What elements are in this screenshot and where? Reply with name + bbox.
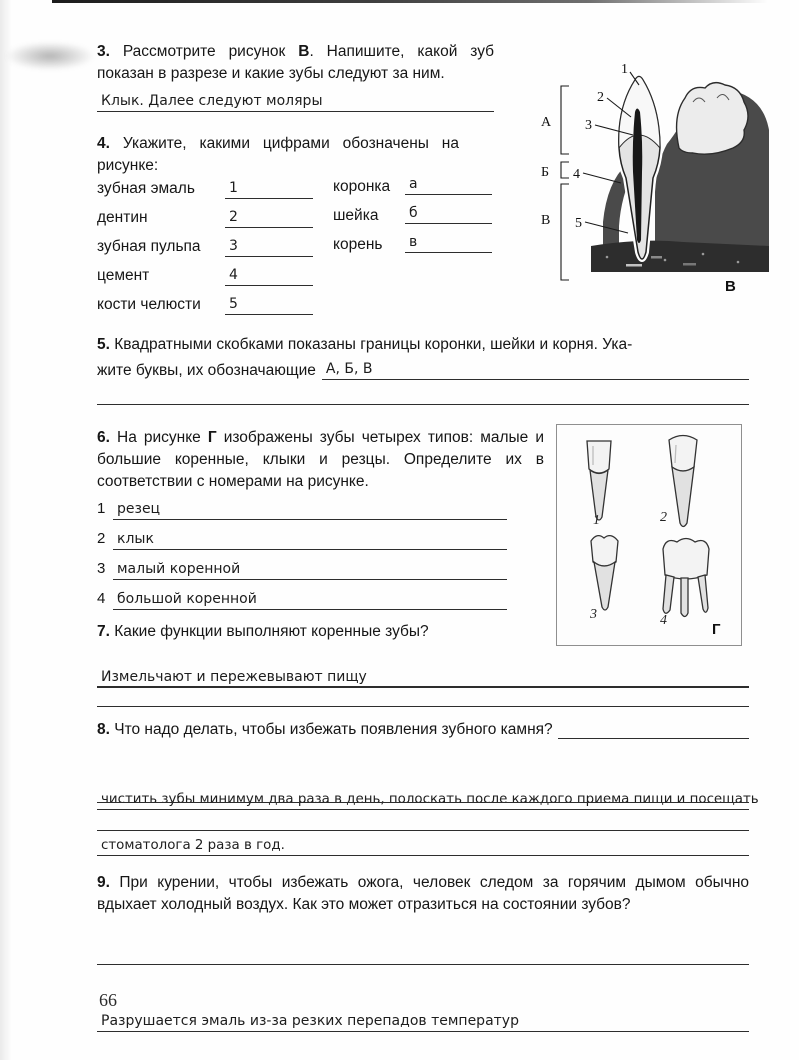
premolar-tooth — [591, 536, 618, 610]
task-6-text-pre: На рисунке — [109, 429, 208, 446]
task-7-number: 7. — [97, 623, 110, 640]
task-4-question — [97, 133, 459, 177]
label-2: 2 — [597, 90, 604, 105]
task-6-item — [97, 524, 507, 550]
figure-v-tooth-section — [533, 50, 773, 295]
task-7-question — [97, 621, 749, 643]
task-5-question-line2 — [97, 356, 749, 380]
term-answer-line — [405, 233, 492, 253]
empty-answer-line — [97, 802, 749, 803]
empty-answer-line — [97, 706, 749, 707]
task-3-text-post: . Напишите, какой зуб показан в разрезе и какие зубы следуют за ним. — [97, 43, 495, 82]
task-7-text: Какие функции выполняют коренные зубы? — [109, 623, 429, 640]
task-4-row — [97, 204, 497, 233]
task-8-answer-line-1 — [97, 788, 759, 810]
empty-answer-line — [97, 404, 749, 405]
task-8-answer-2: стоматолога 2 раза в год. — [101, 838, 285, 853]
term-answer: б — [409, 205, 418, 221]
term-label: дентин — [97, 209, 148, 226]
task-4-text: Укажите, какими цифрами обозначены на рисунке: — [97, 135, 459, 174]
label-4: 4 — [573, 167, 580, 182]
task-8-answer-line-2 — [97, 834, 749, 856]
item-number: 1 — [97, 500, 106, 517]
term-answer: 4 — [229, 267, 238, 283]
item-answer: большой коренной — [117, 591, 257, 607]
empty-answer-line — [97, 964, 749, 965]
page-gutter-shadow — [0, 0, 12, 1060]
task-3-text-pre: Рассмотрите рисунок — [109, 43, 299, 60]
term-answer: а — [409, 176, 418, 192]
task-7-answer: Измельчают и пережевывают пищу — [101, 669, 367, 685]
term-answer-line — [405, 175, 492, 195]
term-label: корень — [333, 236, 383, 253]
canine-tooth-section — [619, 77, 660, 260]
label-1: 1 — [621, 62, 628, 77]
task-3-answer-line — [97, 88, 494, 112]
bracket-b-shape — [561, 162, 569, 178]
task-8-text — [97, 721, 553, 739]
task-6-item — [97, 584, 507, 610]
page-number: 66 — [99, 990, 117, 1010]
task-3-figure-ref: В — [298, 43, 310, 60]
task-9-text: При курении, чтобы избежать ожога, человек следом за горячим дымом обычно вдыхает холодный воздух. Как это может отразиться на состоянии зубов? — [97, 874, 749, 913]
term-answer: 3 — [229, 238, 238, 254]
term-label: зубная эмаль — [97, 180, 195, 197]
label-1: 1 — [593, 513, 600, 528]
task-6-text-post: изображены зубы четырех типов: малые и большие коренные, клыки и резцы. Определите их в соответствии с номерами на рисунке. — [97, 429, 544, 490]
jaw-bone — [591, 241, 769, 272]
figure-g-teeth-types — [556, 424, 742, 646]
item-answer: резец — [117, 501, 161, 517]
empty-answer-line — [97, 686, 749, 687]
item-answer-line — [113, 525, 507, 550]
task-9-answer-line — [97, 1009, 749, 1032]
task-5-text-line2: жите буквы, их обозначающие — [97, 362, 316, 379]
figure-g-caption: Г — [712, 621, 721, 638]
task-5-answer-line — [322, 356, 749, 380]
teeth-types-illustration — [557, 425, 741, 645]
term-answer: 2 — [229, 209, 238, 225]
task-4-row — [97, 175, 497, 204]
label-bracket-b: Б — [541, 165, 550, 180]
molar-tooth — [677, 83, 748, 155]
task-8-question — [97, 719, 749, 739]
term-answer: в — [409, 234, 418, 250]
task-6-item — [97, 554, 507, 580]
item-number: 2 — [97, 530, 106, 547]
molar-tooth — [663, 539, 709, 617]
task-5-number: 5. — [97, 336, 110, 353]
label-3: 3 — [590, 607, 597, 622]
item-answer-line — [113, 585, 507, 610]
label-bracket-v: В — [541, 213, 551, 228]
label-3: 3 — [585, 118, 592, 133]
task-9-number: 9. — [97, 874, 110, 891]
bone-highlight — [651, 256, 662, 259]
term-label: шейка — [333, 207, 379, 224]
item-answer-line — [113, 495, 507, 520]
task-6-number: 6. — [97, 429, 110, 446]
incisor-tooth — [587, 441, 611, 520]
term-label: зубная пульпа — [97, 238, 201, 255]
bracket-v-shape — [561, 184, 569, 280]
term-answer-line — [225, 233, 313, 257]
task-8-number: 8. — [97, 721, 110, 738]
task-4-row — [97, 262, 497, 291]
task-5-text-line1: Квадратными скобками показаны границы коронки, шейки и корня. Ука- — [109, 336, 633, 353]
term-answer: 1 — [229, 180, 238, 196]
task-3-number: 3. — [97, 43, 110, 60]
item-answer: малый коренной — [117, 561, 241, 577]
task-4-row — [97, 291, 497, 320]
task-8-inline-blank — [558, 719, 749, 739]
label-5: 5 — [575, 216, 582, 231]
item-answer: клык — [117, 531, 154, 547]
task-5-answer: А, Б, В — [325, 361, 373, 377]
task-3-question — [97, 41, 494, 85]
item-number: 4 — [97, 590, 106, 607]
task-6-figure-ref: Г — [207, 429, 217, 446]
empty-answer-line — [97, 830, 749, 831]
label-bracket-a: А — [541, 115, 552, 130]
task-9-answer: Разрушается эмаль из-за резких перепадов температур — [101, 1013, 519, 1029]
term-answer-line — [225, 291, 313, 315]
task-5-question-line1 — [97, 334, 749, 356]
task-6-question — [97, 427, 544, 492]
bone-highlight — [626, 264, 642, 267]
item-number: 3 — [97, 560, 106, 577]
term-answer-line — [405, 204, 492, 224]
bracket-a-shape — [561, 86, 569, 154]
task-9-question — [97, 872, 749, 916]
term-label: цемент — [97, 267, 150, 284]
term-answer-line — [225, 175, 313, 199]
task-8-question-text: Что надо делать, чтобы избежать появления зубного камня? — [109, 721, 553, 738]
task-4-row — [97, 233, 497, 262]
tooth-section-illustration — [533, 50, 773, 295]
label-4: 4 — [660, 613, 667, 628]
item-answer-line — [113, 555, 507, 580]
task-8-answer-1: чистить зубы минимум два раза в день, полоскать после каждого приема пищи и посещать — [101, 792, 759, 807]
label-2: 2 — [660, 510, 667, 525]
task-4-rows — [97, 175, 497, 320]
term-label: коронка — [333, 178, 391, 195]
figure-v-caption: В — [725, 278, 736, 295]
task-4-number: 4. — [97, 135, 110, 152]
term-answer: 5 — [229, 296, 238, 312]
bone-highlight — [683, 263, 696, 266]
task-3-answer: Клык. Далее следуют моляры — [101, 93, 323, 109]
scan-artifact-blur — [6, 42, 94, 70]
term-label: кости челюсти — [97, 296, 201, 313]
term-answer-line — [225, 204, 313, 228]
canine-tooth — [669, 436, 697, 527]
term-answer-line — [225, 262, 313, 286]
task-6-item — [97, 494, 507, 520]
task-7-answer-line — [97, 665, 749, 688]
scan-artifact-top-line — [52, 0, 768, 3]
